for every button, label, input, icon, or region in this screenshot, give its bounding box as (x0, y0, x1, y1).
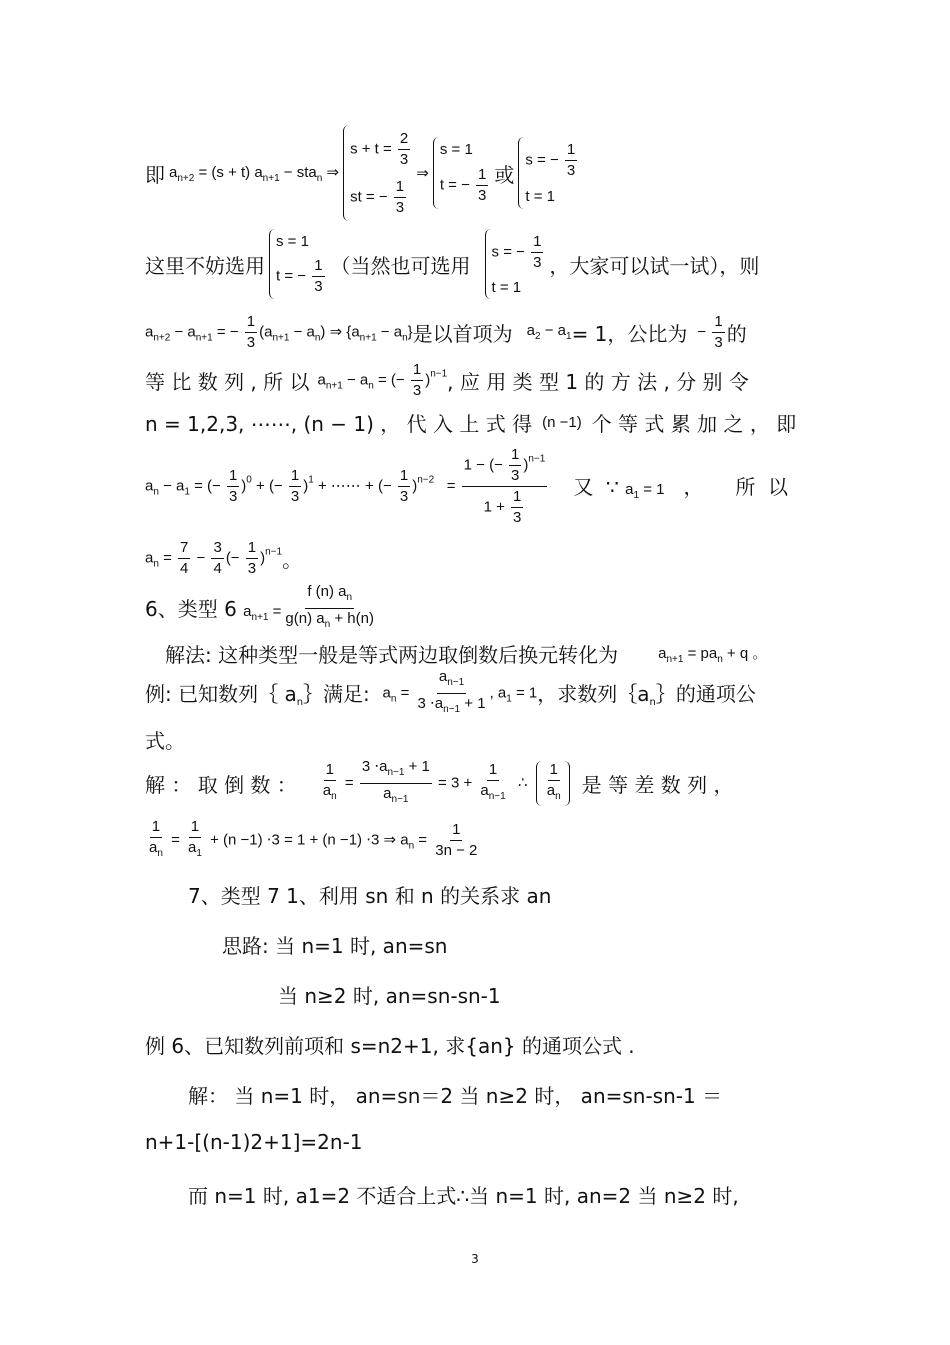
example-ask: ，求数列$\{a_n\}$的通项公 (537, 682, 756, 708)
page-number: 3 (471, 1252, 479, 1266)
line-9 (165, 638, 767, 668)
text-again: 又 ∵ $a_1 = 1$ ， 所 以 (573, 475, 789, 501)
text-choose: 这里不妨选用 (145, 253, 265, 278)
line-8 (145, 582, 378, 631)
sum-expr: $a_n - a_1$ = (− $\frac{1}{3}$ )$^0$ + (− $\frac{1}{3}$ )$^1$ + ⋯⋯ + (− $\frac{1}{3}$ )$^{n-2}$ = 1 − (− $\frac{1}{3}$ )$^{n-1}$ 1 + $\frac{1}{3}$ (145, 445, 546, 526)
text-apply-type1: , 应 用 类 型 1 的 方 法 , 分 别 令 (447, 369, 749, 394)
text-geo-seq: 等 比 数 列 , 所 以 (145, 369, 310, 394)
system-1: s + t = $\frac{2}{3}$ st = − $\frac{1}{3}$ (343, 125, 412, 221)
text-de: 的 (726, 321, 747, 346)
implies: ⇒ (416, 165, 429, 182)
text-try: ，大家可以试一试），则 (549, 253, 760, 278)
line-2 (145, 228, 759, 300)
reciprocal-expr: $\frac{1}{a_n}$ = $\frac{3 \cdot a_{n-1} + 1}{a_{n-1}}$ = 3 + $\frac{1}{a_{n-1}}$ ∴ $\frac{1}{a_n}$ (319, 758, 574, 809)
diff-expr: $a_{n+1} - a_n$ = (− $\frac{1}{3}$ )$^{n-1}$ (317, 360, 448, 399)
example-recurrence: $a_n$ = $\frac{a_{n-1}}{3 \cdot a_{n-1} + 1}$ , $a_1 = 1$ (382, 667, 538, 715)
text-or: 或 (494, 162, 515, 187)
text-first-term: 是以首项为 (412, 321, 513, 346)
system-2: s = 1 t = − $\frac{1}{3}$ (433, 137, 491, 209)
text-reciprocal: 解 ： 取 倒 数 ： (145, 772, 297, 797)
arith-result: $\frac{1}{a_n}$ = $\frac{1}{a_1}$ + (n −1) ⋅3 = 1 + (n −1) ⋅3 ⇒ $a_n$ = $\frac{1}{3n - 2}$ (149, 817, 478, 859)
type-7-title: 7、类型 7 1、利用 sn 和 n 的关系求 an (188, 884, 552, 908)
line-1 (145, 118, 583, 228)
count-expr: (n −1) (542, 413, 582, 431)
text-sum: 个 等 式 累 加 之 ， 即 (591, 411, 797, 436)
text-ratio: = 1，公比为 (571, 321, 688, 346)
type-6-title: 6、类型 6 $a_{n+1}$ = (145, 597, 282, 623)
text-let-n: n = 1,2,3, ⋯⋯, (n − 1) ， 代 入 上 式 得 (145, 411, 533, 436)
text-formula: 式。 (145, 729, 185, 753)
line-7 (145, 534, 302, 582)
result-expr: $a_n$ = $\frac{7}{4}$ − $\frac{3}{4}$ (− $\frac{1}{3}$ )$^{n-1}$ (145, 538, 283, 577)
idea-line: 思路: 当 n=1 时, an=sn (222, 934, 448, 958)
solution-line-2: n+1-[(n-1)2+1]=2n-1 (145, 1130, 363, 1154)
solution-line-3: 而 n=1 时, a1=2 不适合上式∴当 n=1 时, an=2 当 n≥2 时, (188, 1184, 739, 1208)
type-6-frac: $\frac{f (n) a_n}{g(n) a_n + h(n)}$ (285, 582, 374, 630)
linear-form: $a_{n+1} = pa_n + q$ 。 (658, 644, 768, 665)
line-3 (145, 310, 747, 354)
text-arith: 是 等 差 数 列 ， (581, 772, 734, 797)
text-period: 。 (282, 547, 303, 572)
line-6 (145, 440, 788, 532)
text-method: 解法: 这种类型一般是等式两边取倒数后换元转化为 (165, 642, 619, 667)
idea-line-2: 当 n≥2 时, an=sn-sn-1 (278, 984, 501, 1008)
line-5 (145, 406, 796, 438)
recurrence-expr: $a_{n+2} = (s + t) a_{n+1} - sta_n$ ⇒ (169, 163, 340, 184)
text-also: （当然也可选用 (330, 253, 471, 278)
geo-relation: $a_{n+2} - a_{n+1}$ = − $\frac{1}{3}$ $(a_{n+1} - a_n)$ ⇒ $\{a_{n+1} - a_n\}$ (145, 312, 413, 351)
system-3: s = − $\frac{1}{3}$ t = 1 (518, 137, 579, 209)
ratio-expr: − $\frac{1}{3}$ (697, 312, 723, 351)
example-text: 例: 已知数列｛ $a_n\}$满足: (145, 682, 383, 708)
system-choice-2: s = − $\frac{1}{3}$ t = 1 (485, 229, 546, 299)
line-11 (145, 725, 185, 755)
system-choice-1: s = 1 t = − $\frac{1}{3}$ (269, 229, 327, 299)
line-13 (145, 816, 481, 864)
first-term-expr: $a_2 - a_1$ (526, 322, 572, 342)
line-12 (145, 758, 733, 808)
line-10 (145, 667, 756, 716)
solution-line: 解： 当 n=1 时， an=sn＝2 当 n≥2 时， an=sn-sn-1 ＝ (188, 1084, 723, 1108)
example-6: 例 6、已知数列前项和 s=n2+1, 求{an} 的通项公式 . (145, 1034, 635, 1058)
text-ji: 即 (145, 162, 165, 187)
line-4 (145, 360, 749, 400)
